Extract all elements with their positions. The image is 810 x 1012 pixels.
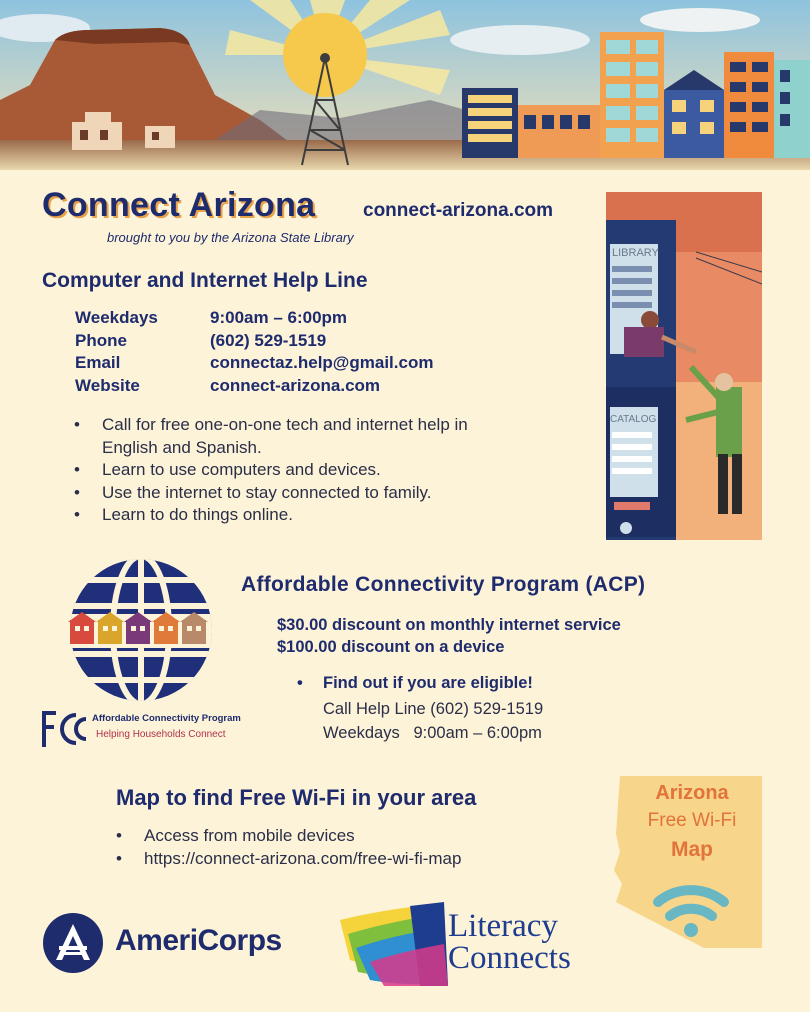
acp-hours-line: Weekdays 9:00am – 6:00pm (323, 724, 542, 742)
list-item: • Call for free one-on-one tech and internet help in English and Spanish. (74, 414, 504, 459)
list-item: • Learn to use computers and devices. (74, 459, 504, 482)
library-kiosk-illustration (606, 192, 762, 540)
website-link[interactable]: connect-arizona.com (210, 375, 381, 395)
eligibility-text: Find out if you are eligible! (323, 674, 533, 692)
byline: brought to you by the Arizona State Library (107, 230, 354, 245)
wifi-map-link[interactable]: • https://connect-arizona.com/free-wi-fi-map (116, 848, 461, 871)
helpline-heading: Computer and Internet Help Line (42, 269, 368, 292)
acp-call-line[interactable]: Call Help Line (602) 529-1519 (323, 700, 544, 718)
header-banner-illustration (0, 0, 810, 170)
page-title: Connect Arizona (42, 186, 316, 224)
badge-line-arizona: Arizona (655, 782, 729, 804)
wifi-bullet-list (116, 825, 461, 870)
contact-label: Phone (75, 330, 127, 350)
badge-line-map: Map (671, 838, 713, 861)
fcc-logo-icon (40, 709, 92, 749)
contact-row-weekdays (75, 308, 433, 331)
contact-list (75, 308, 433, 398)
contact-label: Weekdays (75, 308, 158, 327)
website-link[interactable]: connect-arizona.com (363, 200, 554, 221)
badge-line-free-wifi: Free Wi-Fi (647, 810, 737, 831)
list-item: • Learn to do things online. (74, 504, 504, 527)
contact-value: 9:00am – 6:00pm (210, 308, 348, 327)
contact-label: Email (75, 353, 121, 372)
americorps-logo-icon (42, 912, 104, 974)
contact-row-email (75, 353, 433, 376)
contact-row-website (75, 376, 433, 399)
acp-discount-list (277, 614, 621, 658)
email-link[interactable]: connectaz.help@gmail.com (210, 353, 434, 372)
catalog-sign: CATALOG (610, 414, 657, 425)
library-sign: LIBRARY (612, 247, 659, 259)
helpline-bullet-list (74, 414, 504, 527)
acp-heading: Affordable Connectivity Program (ACP) (241, 573, 646, 596)
list-item: • Access from mobile devices (116, 825, 461, 848)
americorps-wordmark: AmeriCorps (115, 924, 282, 957)
list-item: • Use the internet to stay connected to family. (74, 482, 504, 505)
acp-discount-item: $100.00 discount on a device (277, 638, 505, 656)
literacy-wordmark-line1: Literacy (448, 908, 558, 944)
contact-label: Website (75, 375, 140, 395)
wifi-map-heading: Map to find Free Wi-Fi in your area (116, 785, 477, 810)
contact-row-phone (75, 331, 433, 354)
phone-link[interactable]: (602) 529-1519 (210, 330, 327, 350)
wifi-icon (684, 923, 698, 937)
literacy-connects-book-icon (340, 900, 450, 988)
fcc-tagline: Helping Households Connect (96, 729, 226, 740)
bullet-icon: • (297, 674, 303, 692)
acp-globe-logo (68, 556, 214, 706)
acp-contact (323, 697, 543, 745)
eligibility-callout (297, 674, 533, 693)
literacy-wordmark-line2: Connects (448, 940, 571, 976)
acp-discount-item: $30.00 discount on monthly internet service (277, 616, 621, 634)
fcc-program-name: Affordable Connectivity Program (92, 713, 241, 724)
